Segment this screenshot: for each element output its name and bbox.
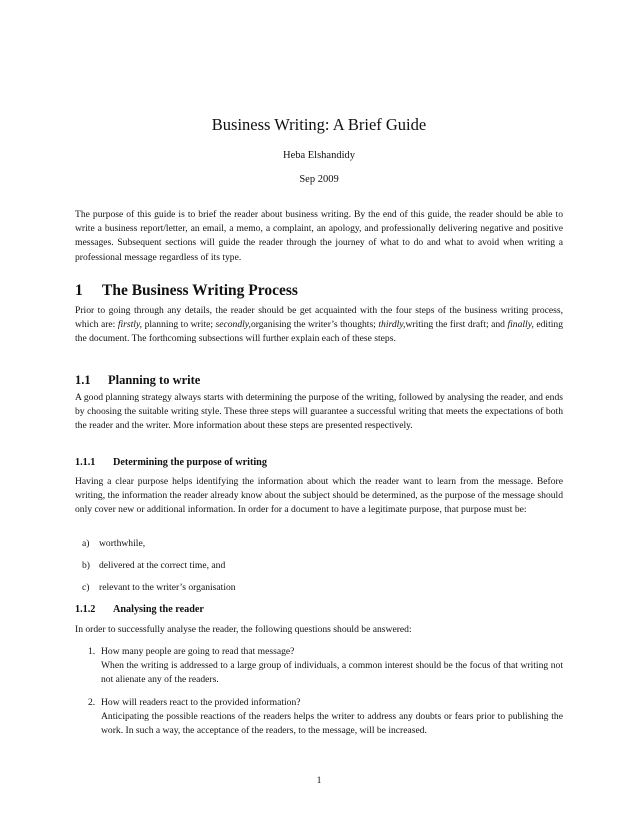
section-1-1-2-title: Analysing the reader <box>113 604 204 615</box>
document-author: Heba Elshandidy <box>282 150 356 161</box>
list-item <box>75 559 563 573</box>
section-1-secondly: secondly, <box>215 319 251 331</box>
section-1-finally: finally, <box>507 319 534 331</box>
list-item <box>75 645 563 688</box>
list-marker: c) <box>82 582 90 593</box>
reader-questions-list <box>75 645 563 746</box>
section-1-1-1-title: Determining the purpose of writing <box>113 457 267 468</box>
list-text: worthwhile, <box>99 538 146 549</box>
purpose-list <box>75 537 563 603</box>
section-1-heading <box>75 282 563 300</box>
list-item <box>75 581 563 595</box>
list-text: delivered at the correct time, and <box>99 560 226 571</box>
section-1-text-b: planning to write; <box>142 319 216 331</box>
list-item <box>75 537 563 551</box>
abstract-paragraph: The purpose of this guide is to brief the reader about business writing. By the end of this guide, the reader should be able to write a business report/letter, an email, a memo, a complaint, an apology, and professionally delivering negative and positive messages. Subsequent sections will guide the reader through the journey of what to do and what to avoid when writing a professional message regardless of its type. <box>75 209 563 263</box>
document-date: Sep 2009 <box>299 174 339 185</box>
section-1-firstly: firstly, <box>117 319 143 331</box>
section-1-1-1-paragraph: Having a clear purpose helps identifying the information about which the reader want to learn from the message. Before writing, the information the reader already know about the subject should be determined, as the purpose of the message should only cover new or additional information. In order for a document to have a legitimate purpose, that purpose must be: <box>75 476 563 516</box>
section-1-thirdly: thirdly, <box>378 319 406 331</box>
section-1-1-heading <box>75 373 563 388</box>
document-title: Business Writing: A Brief Guide <box>211 115 427 134</box>
question-text: How will readers react to the provided information? <box>101 696 301 708</box>
section-1-1-number: 1.1 <box>75 373 91 387</box>
list-marker: 1. <box>88 646 96 657</box>
section-1-paragraph <box>75 304 563 347</box>
question-text: How many people are going to read that message? <box>101 646 295 657</box>
section-1-title: The Business Writing Process <box>102 282 298 299</box>
section-1-1-2-heading <box>75 604 563 615</box>
section-1-1-paragraph: A good planning strategy always starts with determining the purpose of the writing, followed by analysing the reader, and ends by choosing the suitable writing style. These three steps will guarantee a successful writing that meets the expectations of both the reader and the writer. More information about these steps are presented respectively. <box>75 392 563 432</box>
list-item <box>75 696 563 739</box>
section-1-number: 1 <box>75 282 83 299</box>
section-1-text-a: Prior to going through any details, the reader should be get acquainted with the four steps of the business writing process, which are: <box>75 305 563 331</box>
section-1-1-2-paragraph: In order to successfully analyse the reader, the following questions should be answered: <box>75 624 412 635</box>
section-1-1-1-number: 1.1.1 <box>75 457 96 468</box>
page-number: 1 <box>316 775 322 786</box>
section-1-text-d: writing the first draft; and <box>405 319 508 331</box>
section-1-1-1-heading <box>75 457 563 468</box>
list-marker: a) <box>82 538 90 549</box>
section-1-1-2-number: 1.1.2 <box>75 604 96 615</box>
list-marker: 2. <box>88 696 96 708</box>
section-1-text-e: editing the document. The forthcoming subsections will further explain each of these steps. <box>75 319 564 345</box>
section-1-1-title: Planning to write <box>108 373 201 387</box>
list-marker: b) <box>82 560 90 571</box>
section-1-text-c: organising the writer’s thoughts; <box>250 319 379 331</box>
answer-text: When the writing is addressed to a large group of individuals, a common interest should be the focus of that writing not not alienate any of the readers. <box>101 660 563 686</box>
answer-text: Anticipating the possible reactions of the readers helps the writer to address any doubts or fears prior to publishing the work. In such a way, the acceptance of the readers, to the message, will be increased. <box>101 710 563 737</box>
list-text: relevant to the writer’s organisation <box>99 582 236 593</box>
